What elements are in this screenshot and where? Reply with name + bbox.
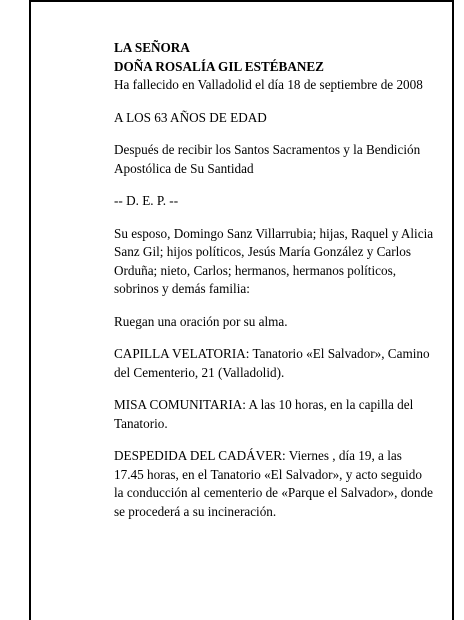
deceased-name: DOÑA ROSALÍA GIL ESTÉBANEZ: [114, 58, 324, 74]
family-paragraph: Su esposo, Domingo Sanz Villarrubia; hijas, Raquel y Alicia Sanz Gil; hijos políticos, Jesús María González y Carlos Orduña; nieto, Carlos; hermanos, hermanos políticos, sobrinos y demás familia:: [114, 225, 434, 296]
age-line: A LOS 63 AÑOS DE EDAD: [114, 109, 267, 125]
farewell-info: DESPEDIDA DEL CADÁVER: Viernes , día 19, a las 17.45 horas, en el Tanatorio «El Salvador», y acto seguido la conducción al cementerio de «Parque el Salvador», donde se procederá a su incineración.: [114, 448, 433, 519]
title-line-1: LA SEÑORA: [114, 40, 190, 55]
death-info: Ha fallecido en Valladolid el día 18 de septiembre de 2008: [114, 77, 423, 92]
dep-line: -- D. E. P. --: [114, 193, 179, 208]
mass-info: MISA COMUNITARIA: A las 10 horas, en la capilla del Tanatorio.: [114, 397, 414, 431]
obituary-notice: [114, 39, 434, 535]
notice-header: [114, 39, 434, 95]
chapel-info: CAPILLA VELATORIA: Tanatorio «El Salvador», Camino del Cementerio, 21 (Valladolid).: [114, 346, 430, 380]
sacraments-line: Después de recibir los Santos Sacramentos y la Bendición Apostólica de Su Santidad: [114, 142, 421, 176]
prayer-line: Ruegan una oración por su alma.: [114, 313, 288, 329]
